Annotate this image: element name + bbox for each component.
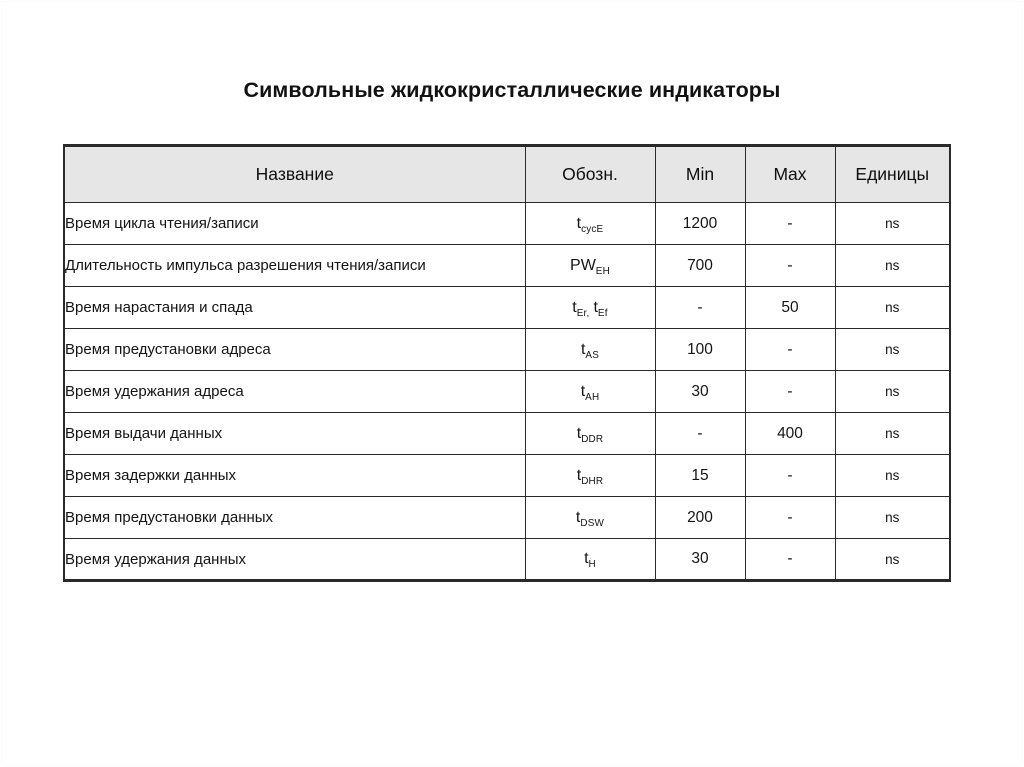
timing-specification-table (63, 144, 951, 582)
cell-symbol (525, 413, 655, 455)
cell-min-value: - (655, 287, 745, 329)
table-row (64, 455, 950, 497)
cell-symbol (525, 371, 655, 413)
cell-parameter-name: Время предустановки данных (64, 497, 525, 539)
cell-symbol (525, 455, 655, 497)
table-header (64, 146, 950, 203)
cell-max-value: 400 (745, 413, 835, 455)
column-header-min: Min (655, 146, 745, 203)
cell-min-value: 200 (655, 497, 745, 539)
cell-symbol (525, 329, 655, 371)
cell-parameter-name: Время предустановки адреса (64, 329, 525, 371)
table-row (64, 287, 950, 329)
cell-min-value: 1200 (655, 203, 745, 245)
symbol-base: t (576, 466, 582, 484)
cell-max-value: 50 (745, 287, 835, 329)
cell-min-value: 30 (655, 371, 745, 413)
cell-parameter-name: Время нарастания и спада (64, 287, 525, 329)
cell-max-value: - (745, 371, 835, 413)
cell-units: ns (835, 245, 950, 287)
symbol-base: t (572, 298, 577, 316)
cell-min-value: - (655, 413, 745, 455)
column-header-symbol: Обозн. (525, 146, 655, 203)
cell-parameter-name: Время цикла чтения/записи (64, 203, 525, 245)
symbol-subscript: cycE (581, 223, 604, 235)
column-header-units: Единицы (835, 146, 950, 203)
page-title: Символьные жидкокристаллические индикаторы (243, 78, 781, 103)
table-row (64, 413, 950, 455)
cell-symbol (525, 245, 655, 287)
cell-min-value: 30 (655, 539, 745, 581)
column-header-name: Название (64, 146, 525, 203)
symbol-base: t (575, 508, 581, 526)
cell-parameter-name: Время удержания адреса (64, 371, 525, 413)
table-header-row (64, 146, 950, 203)
cell-max-value: - (745, 455, 835, 497)
table-row (64, 245, 950, 287)
cell-units: ns (835, 203, 950, 245)
cell-units: ns (835, 497, 950, 539)
cell-symbol (525, 287, 655, 329)
symbol-base: PW (570, 256, 596, 274)
cell-units: ns (835, 371, 950, 413)
table-row (64, 371, 950, 413)
cell-parameter-name: Время удержания данных (64, 539, 525, 581)
symbol-subscript: H (588, 559, 596, 571)
cell-symbol (525, 539, 655, 581)
table-row (64, 539, 950, 581)
cell-symbol (525, 497, 655, 539)
cell-max-value: - (745, 329, 835, 371)
cell-parameter-name: Время задержки данных (64, 455, 525, 497)
symbol-subscript: DSW (580, 517, 605, 529)
cell-parameter-name: Длительность импульса разрешения чтения/записи (64, 245, 525, 287)
symbol-base: t (580, 382, 586, 400)
symbol-base: t (584, 550, 589, 567)
table-row (64, 203, 950, 245)
symbol-base: t (576, 424, 582, 442)
cell-max-value: - (745, 203, 835, 245)
symbol-subscript: DDR (581, 433, 604, 445)
table-row (64, 497, 950, 539)
symbol-base-secondary: t (593, 298, 598, 316)
cell-units: ns (835, 455, 950, 497)
symbol-subscript: EH (595, 265, 610, 277)
symbol-subscript: DHR (581, 475, 604, 487)
cell-max-value: - (745, 539, 835, 581)
table-row (64, 329, 950, 371)
cell-max-value: - (745, 245, 835, 287)
cell-max-value: - (745, 497, 835, 539)
symbol-subscript: AS (585, 349, 600, 361)
cell-parameter-name: Время выдачи данных (64, 413, 525, 455)
column-header-max: Max (745, 146, 835, 203)
symbol-base: t (576, 214, 582, 232)
table-body (64, 203, 950, 581)
cell-units: ns (835, 287, 950, 329)
cell-min-value: 700 (655, 245, 745, 287)
specification-table-container (63, 144, 951, 582)
symbol-subscript-secondary: Ef (597, 307, 608, 319)
cell-units: ns (835, 413, 950, 455)
cell-min-value: 100 (655, 329, 745, 371)
cell-symbol (525, 203, 655, 245)
cell-units: ns (835, 539, 950, 581)
symbol-subscript: AH (585, 391, 600, 403)
cell-units: ns (835, 329, 950, 371)
symbol-base: t (580, 340, 586, 358)
symbol-subscript: Er, (576, 307, 590, 319)
cell-min-value: 15 (655, 455, 745, 497)
